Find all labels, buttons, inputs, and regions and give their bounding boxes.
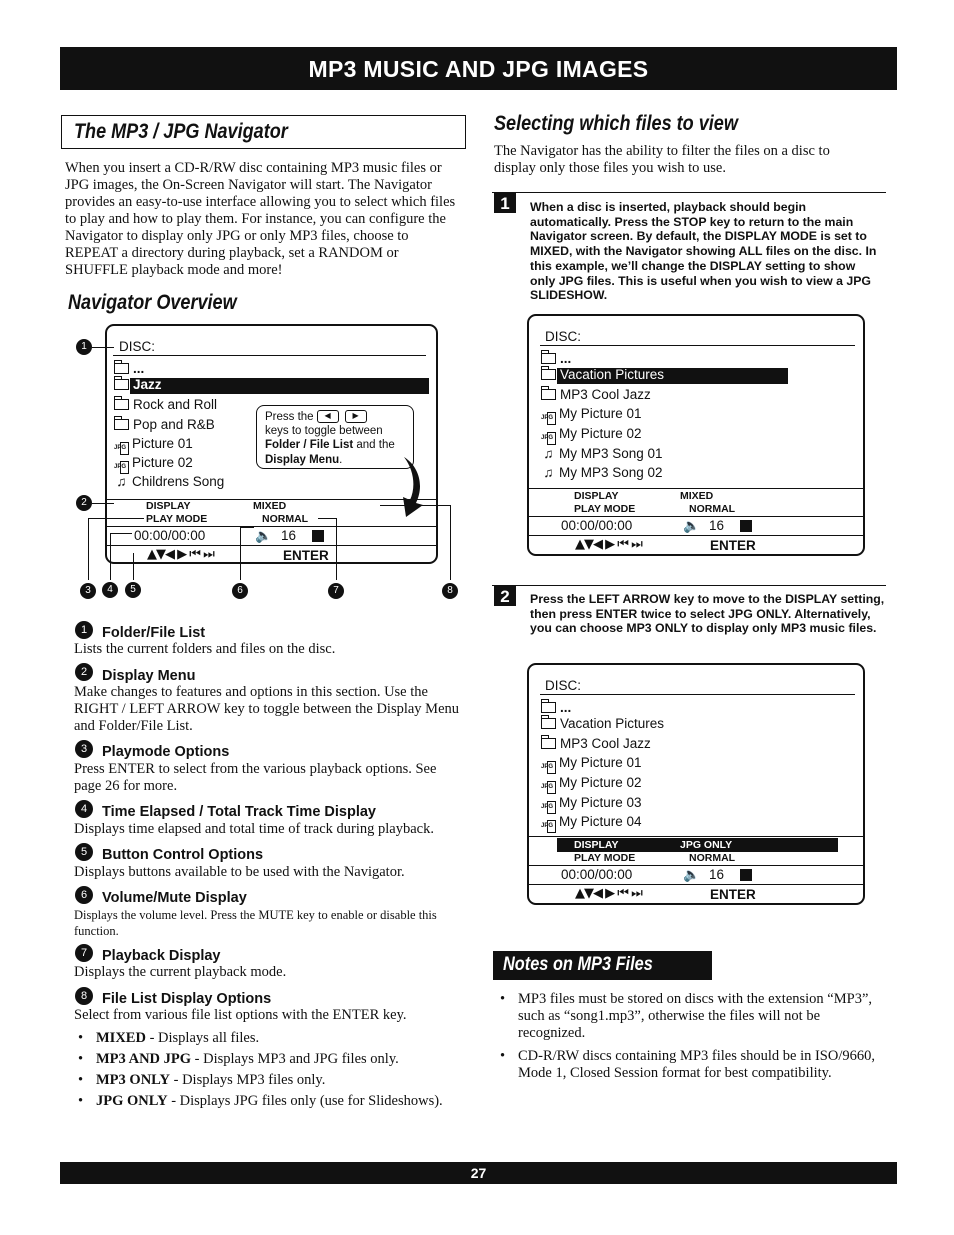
navigator-title-box	[61, 115, 466, 149]
marker-line-7v	[336, 518, 337, 580]
file-row: ♫ Childrens Song	[114, 474, 224, 489]
display-label: DISPLAY	[574, 490, 619, 502]
list-item: • JPG ONLY - Displays JPG files only (use for Slideshows).	[74, 1093, 466, 1110]
file-row: JPG My Picture 01	[541, 755, 642, 774]
step-2-number: 2	[494, 586, 516, 606]
playmode-label: PLAY MODE	[146, 513, 208, 525]
step-1-text: When a disc is inserted, playback should begin automatically. Press the STOP key to return to the main Navigator screen. By default, the DISPLAY MODE is set to MIXED, with the Navigator showing ALL files on the disc. In this example, we’ll change the DISPLAY setting to show only JPG files. This is useful when you wish to view a JPG SLIDESHOW.	[530, 200, 877, 303]
disc-underline	[540, 345, 855, 346]
menu-divider	[107, 526, 436, 527]
marker-4: 4	[102, 582, 118, 598]
jpg-file-icon: JPG	[114, 442, 129, 455]
step-1-line	[492, 192, 886, 193]
section-text-5: Displays buttons available to be used with the Navigator.	[74, 864, 405, 880]
marker-7: 7	[328, 583, 344, 599]
enter-button: ENTER	[283, 548, 329, 563]
step-1-number: 1	[494, 193, 516, 213]
folder-icon	[541, 353, 556, 364]
selected-row-highlight	[130, 378, 429, 394]
selecting-title: Selecting which files to view	[494, 112, 738, 135]
notes-list	[496, 991, 876, 1086]
folder-icon	[541, 702, 556, 713]
display-label: DISPLAY	[146, 500, 191, 512]
section-text-6: Displays the volume level. Press the MUTE key to enable or disable this function.	[74, 908, 437, 938]
jpg-file-icon: JPG	[541, 412, 556, 425]
file-row-selected: Vacation Pictures	[541, 367, 664, 382]
section-title-4: Time Elapsed / Total Track Time Display	[102, 804, 376, 820]
marker-line-8	[380, 505, 450, 506]
marker-8: 8	[442, 583, 458, 599]
marker-line-3	[88, 518, 144, 519]
file-row: Rock and Roll	[114, 397, 217, 412]
volume-value: 16	[281, 528, 297, 543]
right-key-icon: ▶	[345, 410, 367, 423]
playback-indicator	[740, 520, 752, 532]
section-title-1: Folder/File List	[102, 625, 206, 641]
section-title-3: Playmode Options	[102, 744, 230, 760]
menu-divider	[529, 865, 863, 866]
file-row: ...	[541, 700, 571, 715]
section-num-8: 8	[75, 987, 93, 1005]
notes-title-bar	[493, 951, 712, 980]
section-text-4: Displays time elapsed and total time of track during playback.	[74, 821, 434, 837]
folder-icon	[114, 419, 129, 430]
marker-1: 1	[76, 339, 92, 355]
options-list	[74, 1030, 466, 1114]
marker-line-3v	[88, 518, 89, 580]
jpg-file-icon: JPG	[541, 761, 556, 774]
playmode-label: PLAY MODE	[574, 503, 636, 515]
time-display: 00:00/00:00	[561, 867, 633, 882]
file-row: ...	[541, 351, 571, 366]
display-value: MIXED	[680, 490, 714, 502]
playback-indicator	[740, 869, 752, 881]
file-row: JPG Picture 01	[114, 436, 193, 455]
control-buttons: ▲▼◀ ▶ ⏮ ⏭	[575, 537, 642, 552]
file-row: ♫ My MP3 Song 01	[541, 446, 663, 461]
display-value: MIXED	[253, 500, 287, 512]
marker-line-5v	[133, 553, 134, 580]
marker-6: 6	[232, 583, 248, 599]
notes-title: Notes on MP3 Files	[503, 954, 653, 975]
marker-line-6	[240, 527, 254, 528]
section-num-3: 3	[75, 740, 93, 758]
music-note-icon: ♫	[116, 474, 127, 489]
section-title-5: Button Control Options	[102, 847, 264, 863]
list-item: • MP3 files must be stored on discs with the extension “MP3”, such as “song1.mp3”, otherwise the files will not be recognized.	[496, 991, 876, 1042]
disc-label: DISC:	[545, 329, 582, 344]
file-row: Vacation Pictures	[541, 716, 664, 731]
disc-label: DISC:	[545, 678, 582, 693]
control-buttons: ▲▼◀ ▶ ⏮ ⏭	[575, 886, 642, 901]
section-text-8: Select from various file list options with the ENTER key.	[74, 1007, 407, 1023]
playmode-value: NORMAL	[689, 503, 736, 515]
enter-button: ENTER	[710, 887, 756, 902]
menu-divider	[529, 535, 863, 536]
section-num-1: 1	[75, 621, 93, 639]
menu-divider	[529, 516, 863, 517]
marker-line-7	[318, 518, 337, 519]
navigator-title: The MP3 / JPG Navigator	[74, 120, 288, 143]
step-2-text: Press the LEFT ARROW key to move to the DISPLAY setting, then press ENTER twice to select JPG ONLY. Alternatively, you can choose MP3 ONLY to display only MP3 music files.	[530, 592, 885, 636]
marker-line-8v	[450, 505, 451, 580]
volume-icon: 🔈	[683, 867, 700, 882]
jpg-file-icon: JPG	[541, 820, 556, 833]
jpg-file-icon: JPG	[114, 461, 129, 474]
selecting-intro: The Navigator has the ability to filter the files on a disc to display only those files you wish to use.	[494, 143, 830, 176]
file-row: JPG My Picture 02	[541, 426, 642, 445]
display-value: JPG ONLY	[680, 839, 733, 851]
page-header: MP3 MUSIC AND JPG IMAGES	[60, 47, 897, 90]
section-num-5: 5	[75, 843, 93, 861]
control-buttons: ▲▼◀ ▶ ⏮ ⏭	[147, 547, 214, 562]
marker-5: 5	[125, 582, 141, 598]
menu-divider	[529, 488, 863, 489]
section-text-7: Displays the current playback mode.	[74, 964, 287, 980]
step-2-line	[492, 585, 886, 586]
file-row-selected: Jazz	[114, 377, 162, 392]
marker-line-1	[92, 347, 114, 348]
folder-icon	[541, 738, 556, 749]
folder-icon	[541, 389, 556, 400]
playback-indicator	[312, 530, 324, 542]
file-row: JPG My Picture 02	[541, 775, 642, 794]
playmode-value: NORMAL	[689, 852, 736, 864]
file-row: Pop and R&B	[114, 417, 215, 432]
marker-line-4v	[110, 533, 111, 580]
playmode-value: NORMAL	[262, 513, 309, 525]
jpg-file-icon: JPG	[541, 432, 556, 445]
marker-2: 2	[76, 495, 92, 511]
callout-note: Press the ◀ ▶ keys to toggle between Folder / File List and the Display Menu.	[256, 405, 414, 469]
section-title-2: Display Menu	[102, 668, 196, 684]
folder-icon	[114, 379, 129, 390]
marker-line-2	[92, 503, 114, 504]
volume-value: 16	[709, 518, 725, 533]
file-row: MP3 Cool Jazz	[541, 736, 651, 751]
left-key-icon: ◀	[317, 410, 339, 423]
file-row: ...	[114, 361, 144, 376]
time-display: 00:00/00:00	[561, 518, 633, 533]
menu-divider	[107, 545, 436, 546]
marker-3: 3	[80, 583, 96, 599]
page-number: 27	[60, 1162, 897, 1184]
jpg-file-icon: JPG	[541, 781, 556, 794]
section-num-4: 4	[75, 800, 93, 818]
section-title-6: Volume/Mute Display	[102, 890, 247, 906]
menu-divider	[529, 884, 863, 885]
disc-underline	[540, 694, 855, 695]
list-item: • CD-R/RW discs containing MP3 files should be in ISO/9660, Mode 1, Closed Session format for best compatibility.	[496, 1048, 876, 1082]
curved-arrow-icon	[390, 455, 430, 520]
folder-icon	[541, 369, 556, 380]
section-text-1: Lists the current folders and files on the disc.	[74, 641, 336, 657]
marker-line-6v	[240, 527, 241, 580]
list-item: • MIXED - Displays all files.	[74, 1030, 466, 1047]
section-num-6: 6	[75, 886, 93, 904]
music-note-icon: ♫	[543, 446, 554, 461]
music-note-icon: ♫	[543, 465, 554, 480]
volume-value: 16	[709, 867, 725, 882]
file-row: JPG My Picture 04	[541, 814, 642, 833]
display-label: DISPLAY	[574, 839, 619, 851]
navigator-intro: When you insert a CD-R/RW disc containing MP3 music files or JPG images, the On-Screen Navigator will start. The Navigator provides an easy-to-use interface allowing you to select which files to play and how to play them. For instance, you can configure the Navigator to display only JPG or only MP3 files, choose to REPEAT a directory during playback, set a RANDOM or SHUFFLE playback mode and more!	[65, 160, 456, 278]
file-row: MP3 Cool Jazz	[541, 387, 651, 402]
folder-icon	[114, 399, 129, 410]
enter-button: ENTER	[710, 538, 756, 553]
time-display: 00:00/00:00	[134, 528, 206, 543]
jpg-file-icon: JPG	[541, 801, 556, 814]
section-num-7: 7	[75, 944, 93, 962]
disc-label: DISC:	[119, 339, 156, 354]
marker-line-4	[110, 533, 132, 534]
file-row: JPG My Picture 03	[541, 795, 642, 814]
list-item: • MP3 ONLY - Displays MP3 files only.	[74, 1072, 466, 1089]
volume-icon: 🔈	[683, 518, 700, 533]
file-row: ♫ My MP3 Song 02	[541, 465, 663, 480]
section-title-8: File List Display Options	[102, 991, 272, 1007]
folder-icon	[541, 718, 556, 729]
folder-icon	[114, 363, 129, 374]
list-item: • MP3 AND JPG - Displays MP3 and JPG files only.	[74, 1051, 466, 1068]
disc-underline	[113, 355, 426, 356]
section-text-2: Make changes to features and options in this section. Use the RIGHT / LEFT ARROW key to toggle between the Display Menu and Folder/File List.	[74, 684, 460, 734]
section-title-7: Playback Display	[102, 948, 221, 964]
playmode-label: PLAY MODE	[574, 852, 636, 864]
file-row: JPG Picture 02	[114, 455, 193, 474]
volume-icon: 🔈	[255, 528, 272, 543]
section-text-3: Press ENTER to select from the various playback options. See page 26 for more.	[74, 761, 437, 794]
section-num-2: 2	[75, 663, 93, 681]
file-row: JPG My Picture 01	[541, 406, 642, 425]
menu-divider	[529, 836, 863, 837]
navigator-overview-title: Navigator Overview	[68, 291, 237, 314]
